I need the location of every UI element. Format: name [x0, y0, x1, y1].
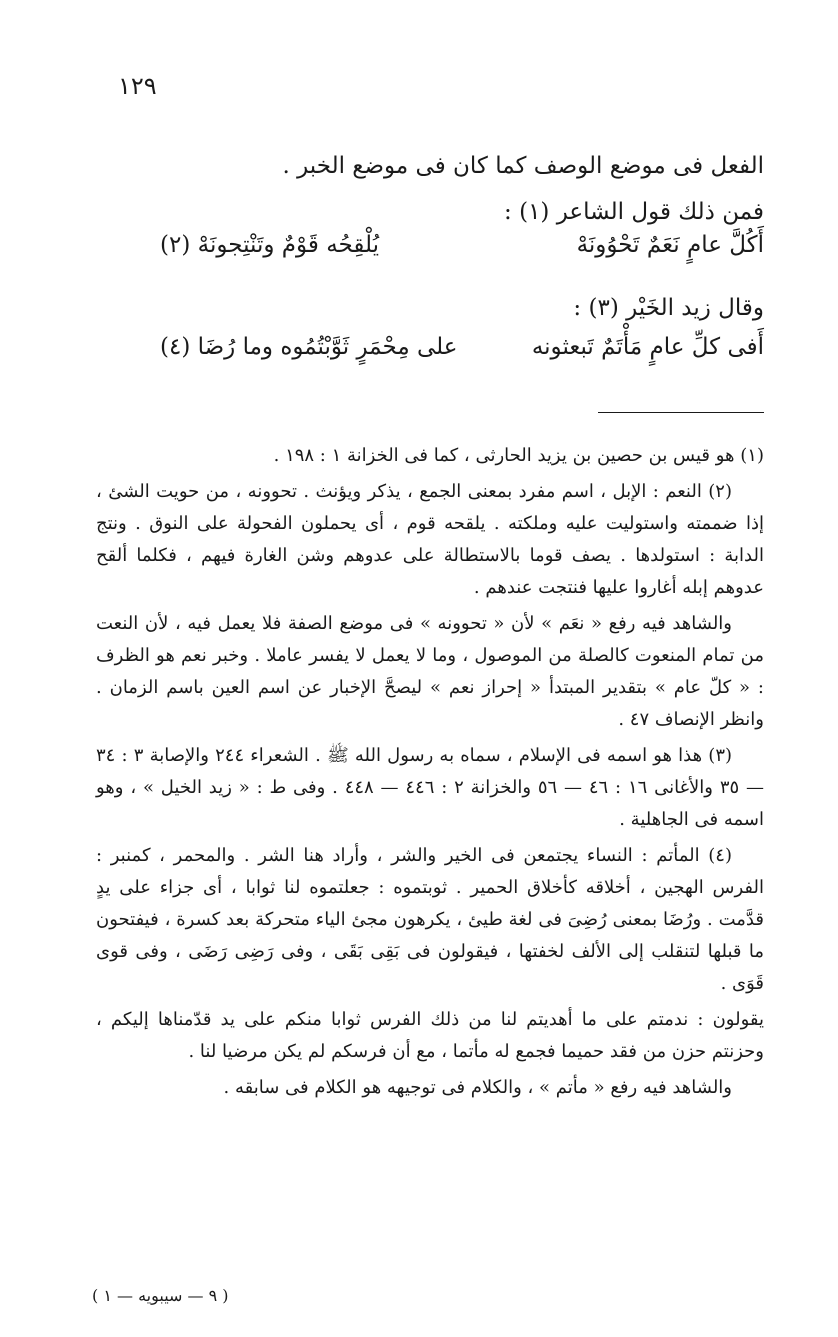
footnote-separator: [598, 412, 764, 413]
footnotes: [96, 440, 764, 1108]
footnote-1: (١) هو قيس بن حصين بن يزيد الحارثى ، كما فى الخزانة ١ : ١٩٨ .: [273, 445, 764, 466]
main-line-2: فمن ذلك قول الشاعر (١) :: [504, 199, 764, 225]
verse-1-first-hemistich: أَكُلَّ عامٍ نَعَمٌ تَحْوُونَهْ: [576, 232, 764, 258]
signature-mark: ( ٩ — سيبويه — ١ ): [92, 1286, 229, 1305]
verse-1: [160, 232, 764, 280]
verse-2-second-hemistich: على مِحْمَرٍ ثَوَّبْتُمُوه وما رُضَا (٤): [160, 334, 458, 360]
main-line-3: وقال زيد الخَيْر (٣) :: [573, 295, 764, 321]
footnote-2: (٢) النعم : الإبل ، اسم مفرد بمعنى الجمع ، يذكر ويؤنث . تحوونه ، من حويت الشئ ، إذا ضممته واستوليت عليه وملكته . يلقحه قوم ، أى يحملون الفحولة على النوق . ونتج الدابة : استولدها . يصف قوما بالاستطالة على عدوهم وشن الغارة فيهم ، فكلما ألقح عدوهم إبله أغاروا عليها فنتجت عندهم .: [96, 481, 764, 598]
verse-2: [160, 334, 764, 382]
footnote-2-commentary: والشاهد فيه رفع « نعَم » لأن « تحوونه » فى موضع الصفة فلا يعمل فيه ، لأن النعت من تمام المنعوت كالصلة من الموصول ، وما لا يعمل لا يفسر عاملا . وخبر نعم هو الظرف : « كلّ عام » بتقدير المبتدأ « إحراز نعم » ليصحَّ الإخبار عن اسم العين باسم الزمان . وانظر الإنصاف ٤٧ .: [96, 613, 764, 730]
footnote-4-commentary: والشاهد فيه رفع « مأتم » ، والكلام فى توجيهه هو الكلام فى سابقه .: [223, 1077, 732, 1098]
verse-1-second-hemistich: يُلْقِحُه قَوْمٌ وتَنْتِجونَهْ (٢): [160, 232, 380, 258]
main-line-1: الفعل فى موضع الوصف كما كان فى موضع الخبر .: [282, 153, 764, 179]
page-number: ١٢٩: [118, 72, 157, 100]
verse-2-first-hemistich: أَفى كلِّ عامٍ مَأْتَمٌ تَبعثونه: [531, 334, 764, 360]
footnote-3: (٣) هذا هو اسمه فى الإسلام ، سماه به رسول الله ﷺ . الشعراء ٢٤٤ والإصابة ٣ : ٣٤ — ٣٥ والأغانى ١٦ : ٤٦ — ٥٦ والخزانة ٢ : ٤٤٦ — ٤٤٨ . وفى ط : « زيد الخيل » ، وهو اسمه فى الجاهلية .: [96, 745, 765, 830]
footnote-4-meaning: يقولون : ندمتم على ما أهديتم لنا من ذلك الفرس ثوابا منكم على يد قدّمناها إليكم ، وحزنتم حزن من فقد حميما فجمع له مأتما ، مع أن فرسكم لم يكن مرضيا لنا .: [96, 1009, 764, 1062]
footnote-4: (٤) المأتم : النساء يجتمعن فى الخير والشر ، وأراد هنا الشر . والمحمر ، كمنبر : الفرس الهجين ، أخلاقه كأخلاق الحمير . ثوبتموه : جعلتموه لنا ثوابا ، أى جزاء على يدٍ قدَّمت . ورُضَا بمعنى رُضِىَ فى لغة طيئ ، يكرهون مجئ الياء متحركة بعد كسرة ، فيفتحون ما قبلها لتنقلب إلى الألف لخفتها ، فيقولون فى بَقِى بَقَى ، وفى رَضِى رَضَى ، وفى قوى قَوَى .: [96, 845, 764, 994]
